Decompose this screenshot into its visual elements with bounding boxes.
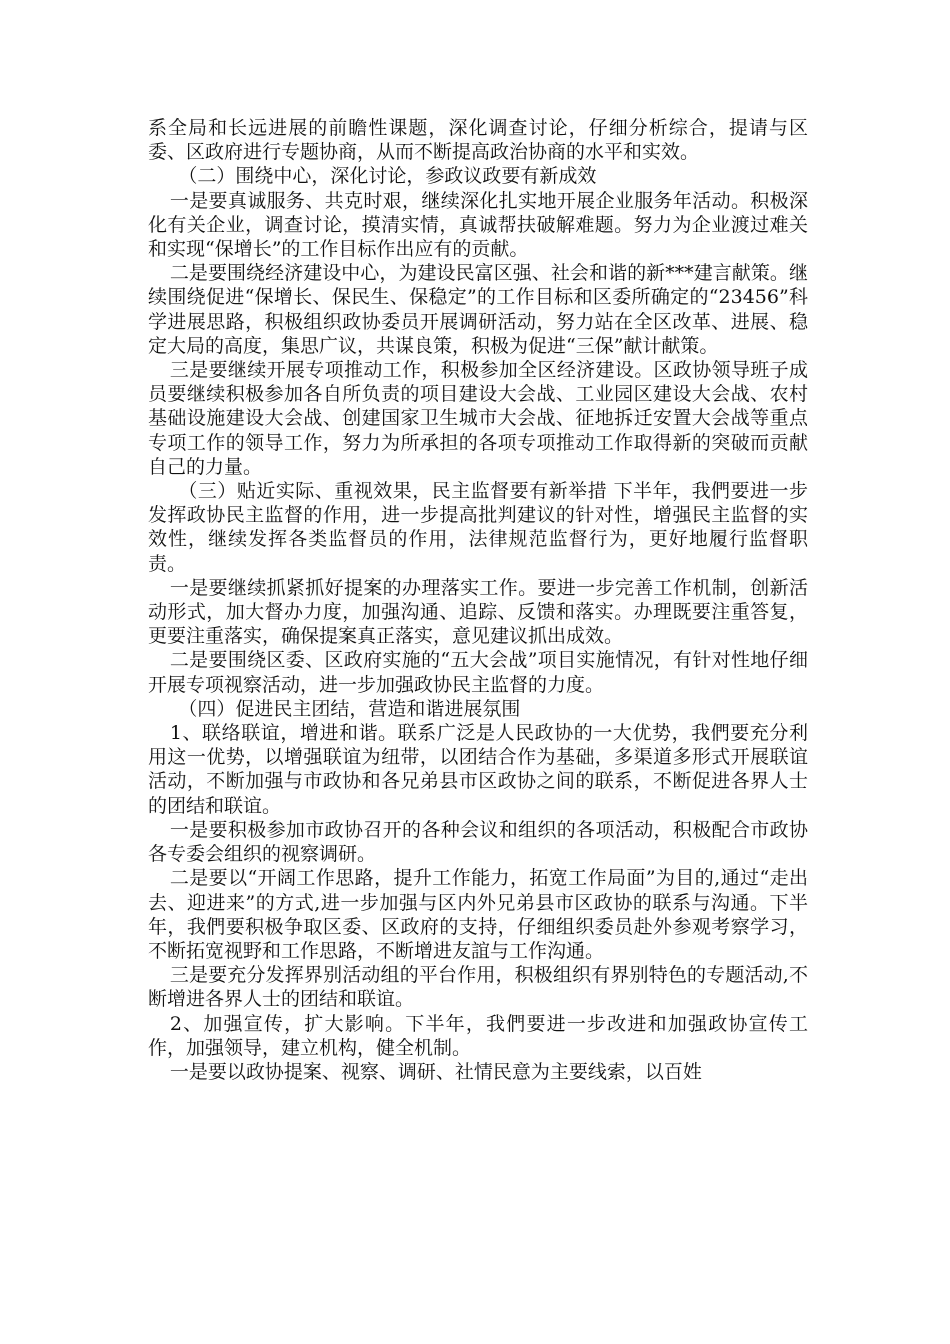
paragraph: 二是要围绕区委、区政府实施的“五大会战”项目实施情况，有针对性地仔细开展专项视察活动，进一步加强政协民主监督的力度。 [148, 649, 808, 696]
document-body [148, 116, 808, 1084]
paragraph: 一是要真诚服务、共克时艰，继续深化扎实地开展企业服务年活动。积极深化有关企业，调查讨论，摸清实情，真诚帮扶破解难题。努力为企业渡过难关和实现“保增长”的工作目标作出应有的贡献。 [148, 189, 808, 261]
paragraph: 二是要以“开阔工作思路，提升工作能力，拓宽工作局面”为目的,通过“走出去、迎进来”的方式,进一步加强与区内外兄弟县市区政协的联系与沟通。下半年，我們要积极争取区委、区政府的支持，仔细组织委员赴外参观考察学习，不断拓宽视野和工作思路，不断增进友誼与工作沟通。 [148, 867, 808, 962]
paragraph: 三是要继续开展专项推动工作，积极参加全区经济建设。区政协领导班子成员要继续积极参加各自所负责的项目建设大会战、工业园区建设大会战、农村基础设施建设大会战、创建国家卫生城市大会战、征地拆迁安置大会战等重点专项工作的领导工作，努力为所承担的各项专项推动工作取得新的突破而贡献自己的力量。 [148, 359, 808, 478]
paragraph: 一是要积极参加市政协召开的各种会议和组织的各项活动，积极配合市政协各专委会组织的视察调研。 [148, 818, 808, 866]
paragraph: 1、联络联谊，增进和谐。联系广泛是人民政协的一大优势，我們要充分利用这一优势，以增强联谊为纽带，以团结合作为基础，多渠道多形式开展联谊活动，不断加强与市政协和各兄弟县市区政协之间的联系，不断促进各界人士的团结和联谊。 [148, 722, 808, 817]
paragraph: 2、加强宣传，扩大影响。下半年，我們要进一步改进和加强政协宣传工作，加强领导，建立机构，健全机制。 [148, 1012, 808, 1059]
paragraph-continuation: 系全局和长远进展的前瞻性课题，深化调查讨论，仔细分析综合，提请与区委、区政府进行专题协商，从而不断提高政治协商的水平和实效。 [148, 117, 808, 164]
section-heading-3: （三）贴近实际、重视效果，民主监督要有新举措 下半年，我們要进一步发挥政协民主监督的作用，进一步提高批判建议的针对性，增强民主监督的实效性，继续发挥各类监督员的作用，法律规范监督行为，更好地履行监督职责。 [148, 480, 808, 575]
paragraph: 一是要继续抓紧抓好提案的办理落实工作。要进一步完善工作机制，创新活动形式，加大督办力度，加强沟通、追踪、反馈和落实。办理既要注重答复，更要注重落实，确保提案真正落实，意见建议抓出成效。 [148, 576, 808, 648]
section-heading-4: （四）促进民主团结，营造和谐进展氛围 [178, 697, 521, 720]
paragraph: 一是要以政协提案、视察、调研、社情民意为主要线索，以百姓 [169, 1060, 702, 1083]
paragraph: 二是要围绕经济建设中心，为建设民富区强、社会和谐的新***建言献策。继续围绕促进“保增长、保民生、保稳定”的工作目标和区委所确定的“23456”科学进展思路，积极组织政协委员开展调研活动，努力站在全区改革、进展、稳定大局的高度，集思广议，共谋良策，积极为促进“三保”献计献策。 [148, 262, 808, 357]
section-heading-2: （二）围绕中心，深化讨论，参政议政要有新成效 [178, 165, 597, 188]
paragraph: 三是要充分发挥界别活动组的平台作用，积极组织有界别特色的专题活动,不断增进各界人士的团结和联谊。 [148, 964, 808, 1011]
